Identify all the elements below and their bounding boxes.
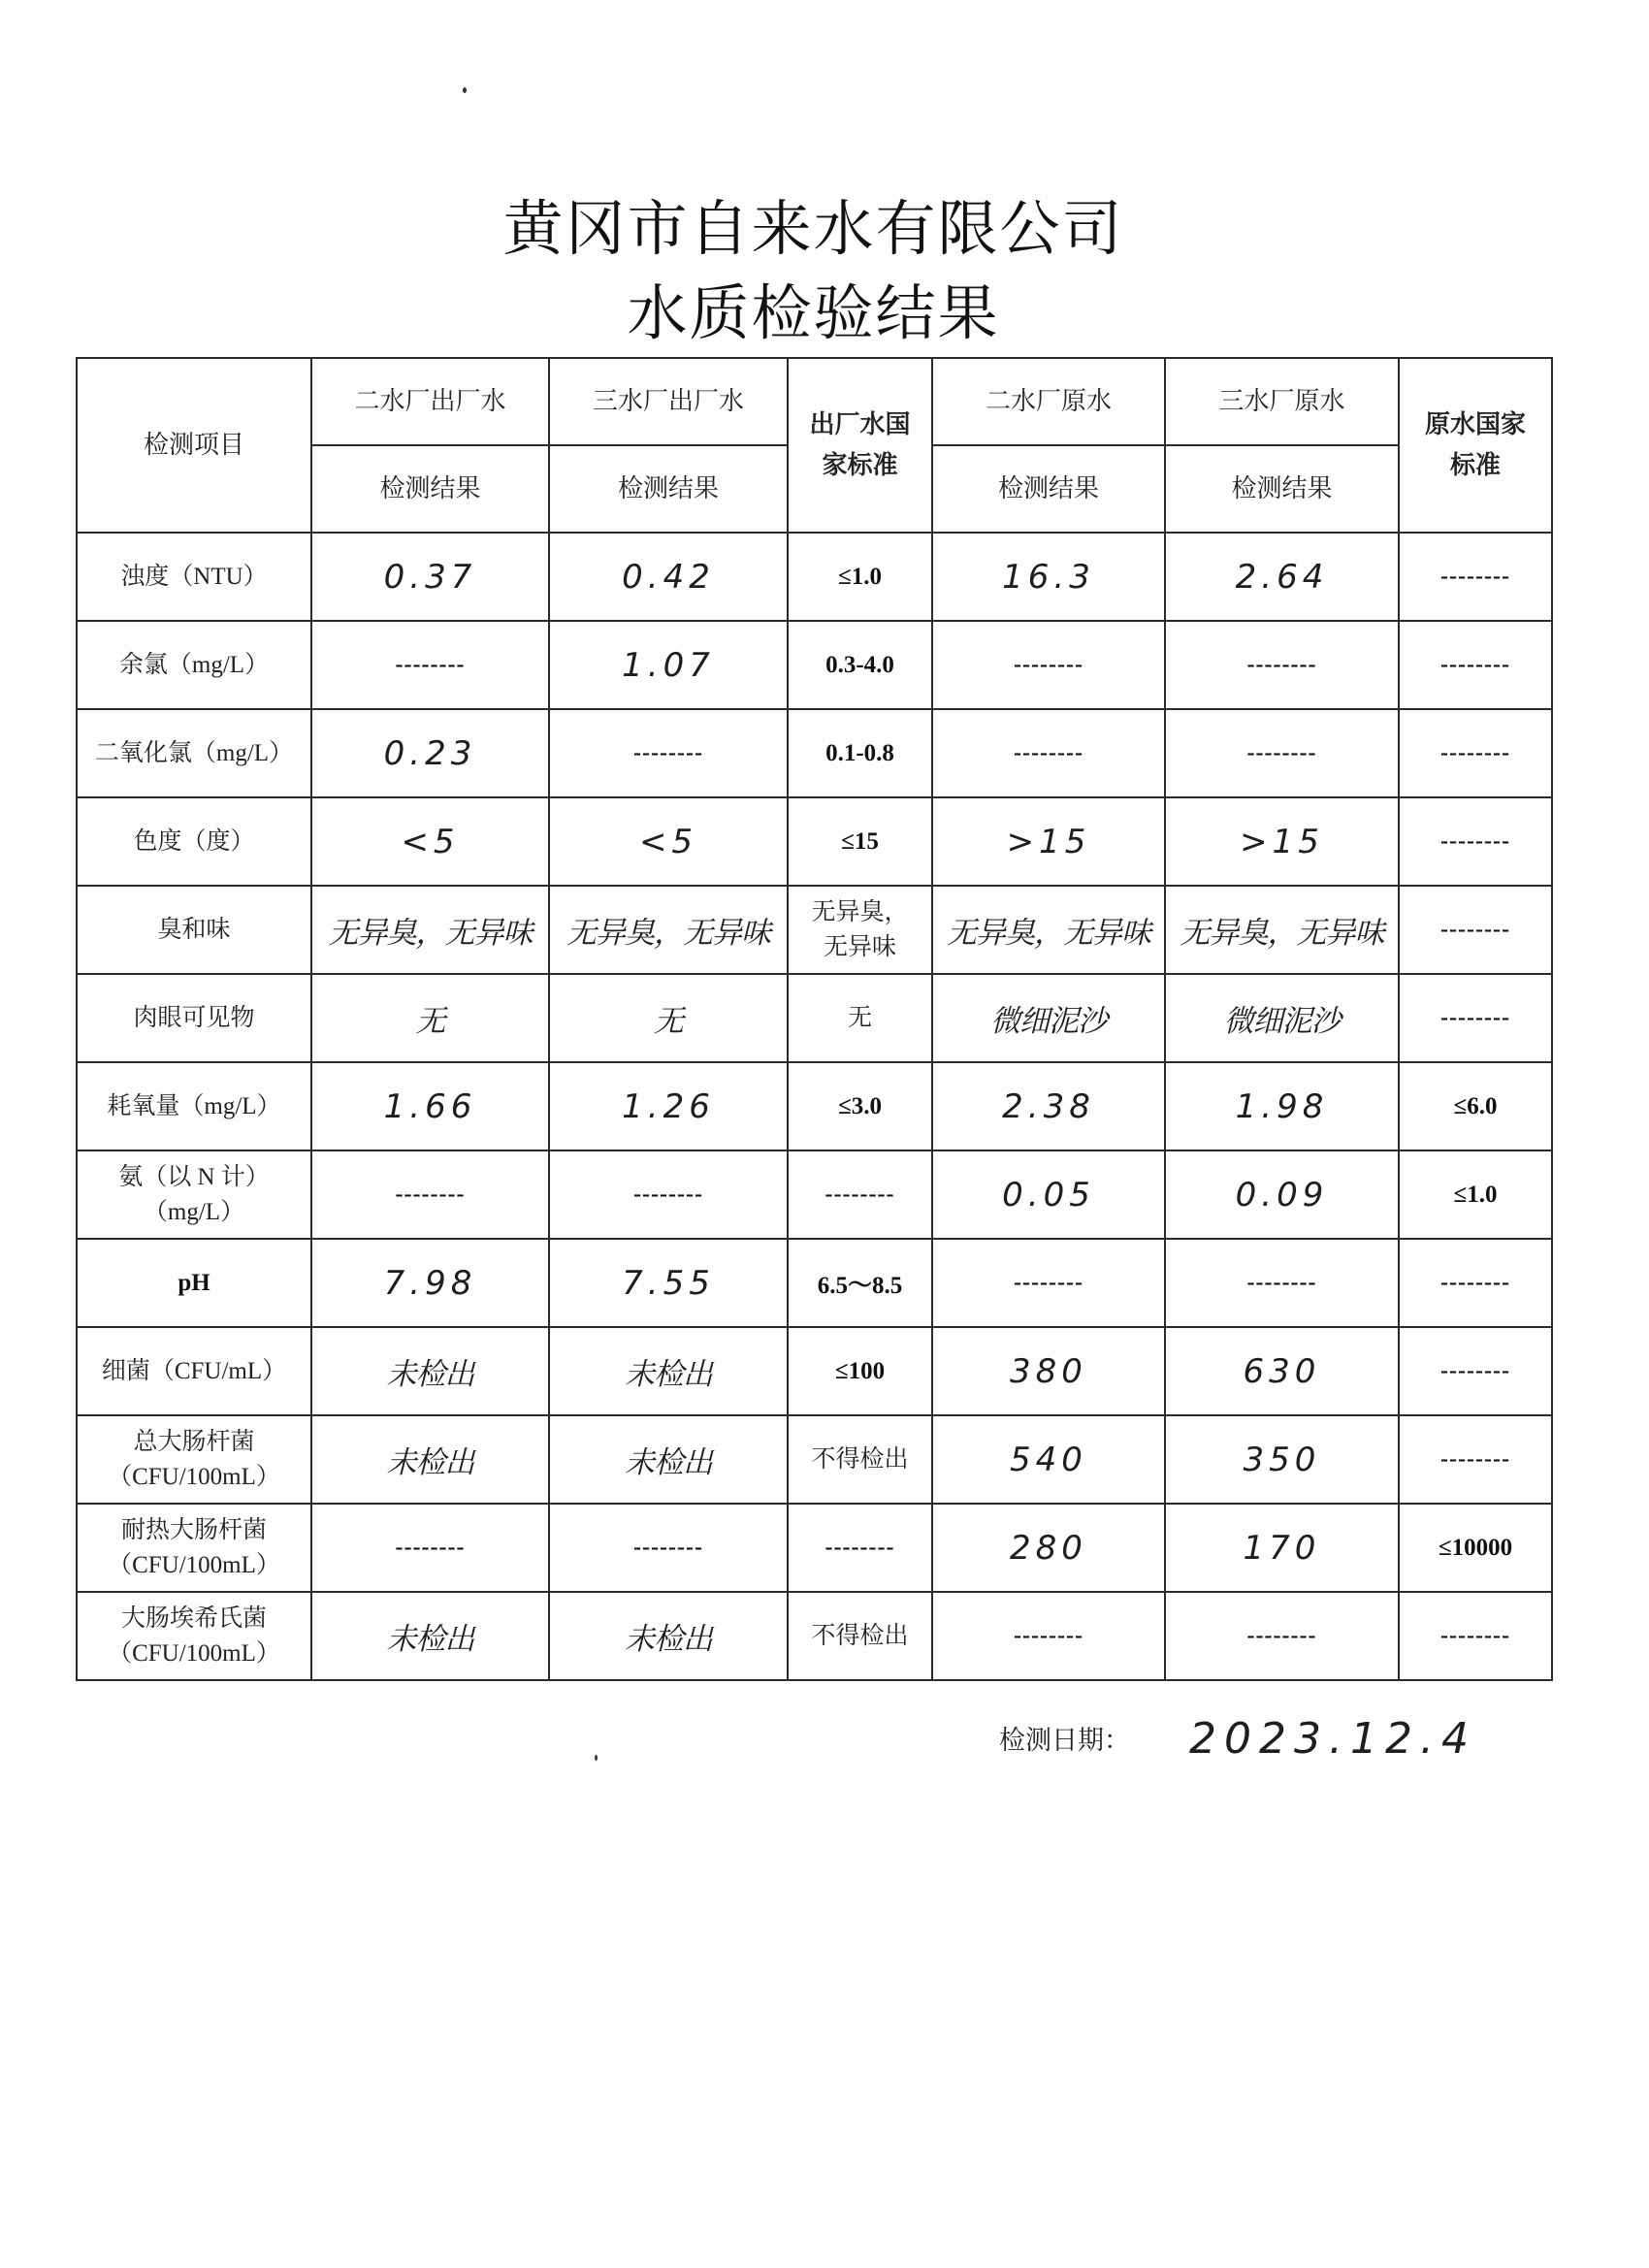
item-label-line: 耐热大肠杆菌 xyxy=(120,1516,267,1543)
header-raw-standard-line: 标准 xyxy=(1449,451,1501,479)
turbidity-plant3-outlet-result: 0.42 xyxy=(549,533,788,621)
visible-matter-outlet-standard: 无 xyxy=(788,974,932,1062)
total-coliform-item-label xyxy=(77,1415,311,1504)
chlorine-dioxide-item-label xyxy=(77,709,311,797)
color-item-label xyxy=(77,797,311,886)
bacteria-plant2-outlet-result: 未检出 xyxy=(311,1327,549,1415)
chlorine-dioxide-plant2-outlet-result: 0.23 xyxy=(311,709,549,797)
item-label-line: （CFU/100mL） xyxy=(108,1551,280,1578)
header-item-label: 检测项目 xyxy=(77,358,311,533)
turbidity-outlet-standard: ≤1.0 xyxy=(788,533,932,621)
header-plant2-raw: 二水厂原水 xyxy=(932,358,1165,445)
e-coli-outlet-standard: 不得检出 xyxy=(788,1592,932,1680)
item-label-line: 臭和味 xyxy=(157,916,231,943)
color-outlet-standard: ≤15 xyxy=(788,797,932,886)
ammonia-nitrogen-raw-standard: ≤1.0 xyxy=(1399,1150,1552,1239)
row-bacteria xyxy=(77,1327,1552,1415)
color-plant3-raw-result: >15 xyxy=(1165,797,1399,886)
row-color xyxy=(77,797,1552,886)
ammonia-nitrogen-plant3-outlet-result: -------- xyxy=(549,1150,788,1239)
ammonia-nitrogen-item-label xyxy=(77,1150,311,1239)
test-date-value: 2023.12.4 xyxy=(1189,1714,1476,1764)
item-label-line: 耗氧量（mg/L） xyxy=(107,1092,281,1119)
visible-matter-plant2-outlet-result: 无 xyxy=(311,974,549,1062)
ammonia-nitrogen-plant3-raw-result: 0.09 xyxy=(1165,1150,1399,1239)
turbidity-item-label xyxy=(77,533,311,621)
company-title: 黄冈市自来水有限公司 xyxy=(502,193,1124,264)
residual-chlorine-outlet-standard: 0.3-4.0 xyxy=(788,621,932,709)
item-label-line: （mg/L） xyxy=(143,1198,245,1225)
odor-taste-plant3-outlet-result: 无异臭，无异味 xyxy=(549,886,788,974)
odor-taste-plant2-raw-result: 无异臭，无异味 xyxy=(932,886,1165,974)
bacteria-plant3-outlet-result: 未检出 xyxy=(549,1327,788,1415)
row-total-coliform xyxy=(77,1415,1552,1504)
total-coliform-plant3-outlet-result: 未检出 xyxy=(549,1415,788,1504)
row-thermotolerant-coliform xyxy=(77,1504,1552,1592)
ph-item-label xyxy=(77,1239,311,1327)
bacteria-plant2-raw-result: 380 xyxy=(932,1327,1165,1415)
ph-outlet-standard: 6.5～8.5 xyxy=(788,1239,932,1327)
ammonia-nitrogen-outlet-standard: -------- xyxy=(788,1150,932,1239)
thermotolerant-coliform-plant3-raw-result: 170 xyxy=(1165,1504,1399,1592)
item-label-line: pH xyxy=(178,1269,210,1296)
item-label-line: 总大肠杆菌 xyxy=(133,1428,255,1455)
ammonia-nitrogen-plant2-outlet-result: -------- xyxy=(311,1150,549,1239)
residual-chlorine-plant3-raw-result: -------- xyxy=(1165,621,1399,709)
thermotolerant-coliform-item-label xyxy=(77,1504,311,1592)
row-ph xyxy=(77,1239,1552,1327)
header-outlet-standard-line: 出厂水国 xyxy=(809,410,911,438)
total-coliform-plant2-outlet-result: 未检出 xyxy=(311,1415,549,1504)
thermotolerant-coliform-plant2-outlet-result: -------- xyxy=(311,1504,549,1592)
odor-taste-outlet-standard xyxy=(788,886,932,974)
thermotolerant-coliform-plant2-raw-result: 280 xyxy=(932,1504,1165,1592)
odor-taste-plant2-outlet-result: 无异臭，无异味 xyxy=(311,886,549,974)
item-label-line: （CFU/100mL） xyxy=(108,1463,280,1490)
chlorine-dioxide-plant3-outlet-result: -------- xyxy=(549,709,788,797)
e-coli-plant3-outlet-result: 未检出 xyxy=(549,1592,788,1680)
chlorine-dioxide-plant2-raw-result: -------- xyxy=(932,709,1165,797)
ph-raw-standard: -------- xyxy=(1399,1239,1552,1327)
residual-chlorine-plant2-raw-result: -------- xyxy=(932,621,1165,709)
color-plant2-outlet-result: <5 xyxy=(311,797,549,886)
total-coliform-plant3-raw-result: 350 xyxy=(1165,1415,1399,1504)
bacteria-plant3-raw-result: 630 xyxy=(1165,1327,1399,1415)
header-outlet-standard-line: 家标准 xyxy=(822,451,898,479)
oxygen-consumption-item-label xyxy=(77,1062,311,1150)
residual-chlorine-plant2-outlet-result: -------- xyxy=(311,621,549,709)
e-coli-plant2-outlet-result: 未检出 xyxy=(311,1592,549,1680)
e-coli-plant3-raw-result: -------- xyxy=(1165,1592,1399,1680)
header-plant3-outlet: 三水厂出厂水 xyxy=(549,358,788,445)
item-label-line: （CFU/100mL） xyxy=(108,1639,280,1667)
ph-plant3-outlet-result: 7.55 xyxy=(549,1239,788,1327)
visible-matter-plant2-raw-result: 微细泥沙 xyxy=(932,974,1165,1062)
chlorine-dioxide-plant3-raw-result: -------- xyxy=(1165,709,1399,797)
oxygen-consumption-plant2-raw-result: 2.38 xyxy=(932,1062,1165,1150)
row-oxygen-consumption xyxy=(77,1062,1552,1150)
header-raw-standard xyxy=(1399,358,1552,533)
color-plant2-raw-result: >15 xyxy=(932,797,1165,886)
header-plant2-outlet-result-label: 检测结果 xyxy=(311,445,549,533)
header-raw-standard-line: 原水国家 xyxy=(1424,410,1526,438)
report-title: 水质检验结果 xyxy=(627,277,1000,348)
visible-matter-item-label xyxy=(77,974,311,1062)
thermotolerant-coliform-raw-standard: ≤10000 xyxy=(1399,1504,1552,1592)
thermotolerant-coliform-outlet-standard: -------- xyxy=(788,1504,932,1592)
scan-speck xyxy=(595,1755,598,1761)
chlorine-dioxide-outlet-standard: 0.1-0.8 xyxy=(788,709,932,797)
visible-matter-raw-standard: -------- xyxy=(1399,974,1552,1062)
header-plant2-outlet: 二水厂出厂水 xyxy=(311,358,549,445)
item-label-line: 浊度（NTU） xyxy=(120,563,268,590)
turbidity-raw-standard: -------- xyxy=(1399,533,1552,621)
total-coliform-raw-standard: -------- xyxy=(1399,1415,1552,1504)
header-plant3-raw: 三水厂原水 xyxy=(1165,358,1399,445)
header-plant2-raw-result-label: 检测结果 xyxy=(932,445,1165,533)
item-label-line: 余氯（mg/L） xyxy=(118,651,270,678)
oxygen-consumption-plant3-raw-result: 1.98 xyxy=(1165,1062,1399,1150)
oxygen-consumption-plant3-outlet-result: 1.26 xyxy=(549,1062,788,1150)
header-plant3-outlet-result-label: 检测结果 xyxy=(549,445,788,533)
ammonia-nitrogen-plant2-raw-result: 0.05 xyxy=(932,1150,1165,1239)
total-coliform-plant2-raw-result: 540 xyxy=(932,1415,1165,1504)
turbidity-plant2-raw-result: 16.3 xyxy=(932,533,1165,621)
e-coli-raw-standard: -------- xyxy=(1399,1592,1552,1680)
ph-plant3-raw-result: -------- xyxy=(1165,1239,1399,1327)
item-label-line: 氨（以 N 计） xyxy=(118,1163,270,1190)
color-raw-standard: -------- xyxy=(1399,797,1552,886)
bacteria-item-label xyxy=(77,1327,311,1415)
residual-chlorine-plant3-outlet-result: 1.07 xyxy=(549,621,788,709)
water-quality-table xyxy=(76,357,1553,1681)
turbidity-plant2-outlet-result: 0.37 xyxy=(311,533,549,621)
color-plant3-outlet-result: <5 xyxy=(549,797,788,886)
chlorine-dioxide-raw-standard: -------- xyxy=(1399,709,1552,797)
visible-matter-plant3-raw-result: 微细泥沙 xyxy=(1165,974,1399,1062)
item-label-line: 肉眼可见物 xyxy=(133,1004,255,1031)
e-coli-plant2-raw-result: -------- xyxy=(932,1592,1165,1680)
oxygen-consumption-outlet-standard: ≤3.0 xyxy=(788,1062,932,1150)
turbidity-plant3-raw-result: 2.64 xyxy=(1165,533,1399,621)
odor-taste-outlet-standard-line: 无异臭， xyxy=(811,898,909,925)
test-date-label: 检测日期： xyxy=(999,1726,1130,1755)
e-coli-item-label xyxy=(77,1592,311,1680)
row-e-coli xyxy=(77,1592,1552,1680)
item-label-line: 大肠埃希氏菌 xyxy=(120,1604,267,1632)
odor-taste-outlet-standard-line: 无异味 xyxy=(823,933,896,960)
bacteria-outlet-standard: ≤100 xyxy=(788,1327,932,1415)
oxygen-consumption-plant2-outlet-result: 1.66 xyxy=(311,1062,549,1150)
ph-plant2-outlet-result: 7.98 xyxy=(311,1239,549,1327)
scan-speck xyxy=(463,87,467,93)
row-chlorine-dioxide xyxy=(77,709,1552,797)
header-outlet-standard xyxy=(788,358,932,533)
row-ammonia-nitrogen xyxy=(77,1150,1552,1239)
oxygen-consumption-raw-standard: ≤6.0 xyxy=(1399,1062,1552,1150)
row-visible-matter xyxy=(77,974,1552,1062)
residual-chlorine-item-label xyxy=(77,621,311,709)
ph-plant2-raw-result: -------- xyxy=(932,1239,1165,1327)
header-row-top xyxy=(77,358,1552,445)
row-residual-chlorine xyxy=(77,621,1552,709)
item-label-line: 色度（度） xyxy=(133,827,255,855)
row-odor-taste xyxy=(77,886,1552,974)
odor-taste-plant3-raw-result: 无异臭，无异味 xyxy=(1165,886,1399,974)
odor-taste-raw-standard: -------- xyxy=(1399,886,1552,974)
visible-matter-plant3-outlet-result: 无 xyxy=(549,974,788,1062)
thermotolerant-coliform-plant3-outlet-result: -------- xyxy=(549,1504,788,1592)
residual-chlorine-raw-standard: -------- xyxy=(1399,621,1552,709)
total-coliform-outlet-standard: 不得检出 xyxy=(788,1415,932,1504)
row-turbidity xyxy=(77,533,1552,621)
header-plant3-raw-result-label: 检测结果 xyxy=(1165,445,1399,533)
item-label-line: 二氧化氯（mg/L） xyxy=(94,739,294,766)
odor-taste-item-label xyxy=(77,886,311,974)
bacteria-raw-standard: -------- xyxy=(1399,1327,1552,1415)
item-label-line: 细菌（CFU/mL） xyxy=(101,1357,287,1384)
